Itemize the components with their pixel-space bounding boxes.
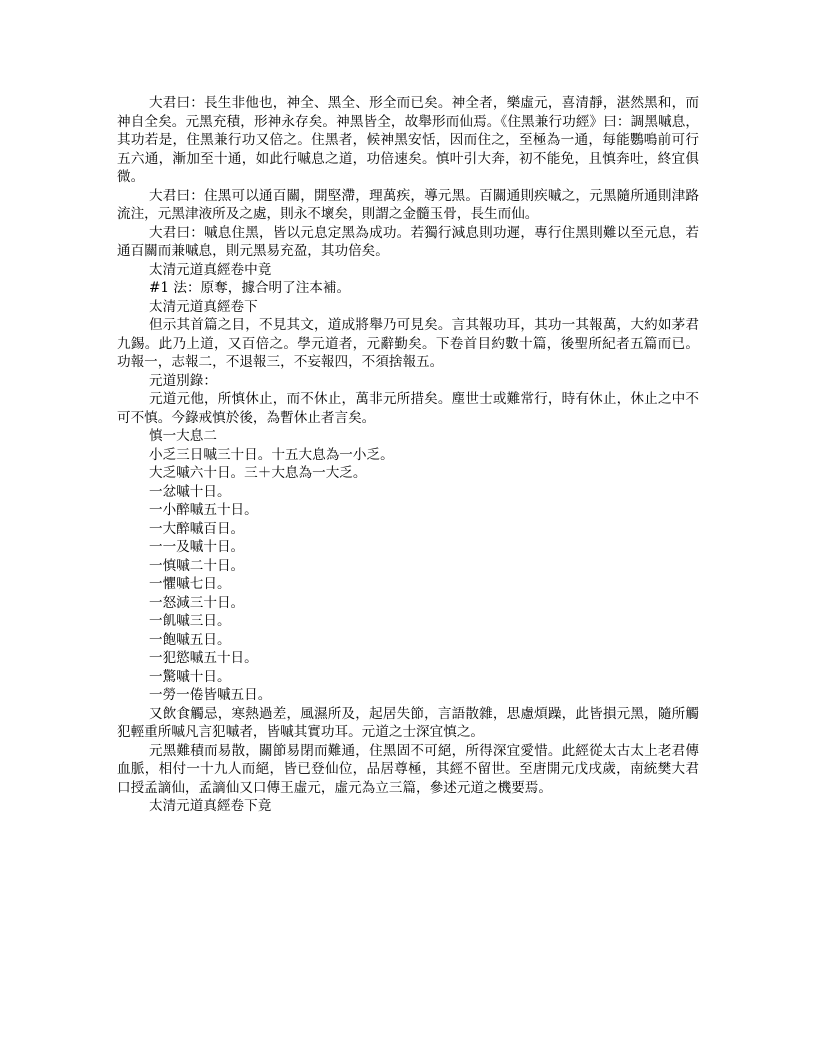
paragraph: 但示其首篇之目，不見其文，道成將舉乃可見矣。言其報功耳，其功一其報萬，大約如茅君九錫。此乃上道，又百倍之。學元道者，元辭勤矣。下卷首目約數十篇，後聖所紀者五篇而已。功報一，志報二，不退報三，不妄報四，不須捨報五。 bbox=[117, 317, 699, 370]
paragraph: 大君曰：嘁息住黑，皆以元息定黑為成功。若獨行減息則功遲，專行住黑則難以至元息，若通百關而兼嘁息，則元黑易充盈，其功倍矣。 bbox=[117, 224, 699, 259]
list-item: 小乏三日嘁三十日。十五大息為一小乏。 bbox=[149, 446, 394, 463]
list-item: 大乏嘁六十日。三＋大息為一大乏。 bbox=[149, 465, 367, 481]
list-item: 一犯慾嘁五十日。 bbox=[149, 650, 258, 666]
list-item: 一一及嘁十日。 bbox=[149, 539, 245, 555]
paragraph: 又飲食觸忌，寒熱過差，風濕所及，起居失節，言語散雜，思慮煩躁，此皆損元黑，隨所觸犯輕重所嘁凡言犯嘁者，皆嘁其實功耳。元道之士深宜慎之。 bbox=[117, 705, 699, 740]
section-end-heading: 太清元道真經卷下竟 bbox=[149, 798, 272, 814]
list-item: 一大醉嘁百日。 bbox=[149, 520, 245, 537]
paragraph: 大君曰：住黑可以通百關，開堅滯，理萬疾，導元黑。百關通則疾嘁之，元黑隨所通則津路流注，元黑津液所及之處，則永不壞矣，則謂之金髓玉骨，長生而仙。 bbox=[117, 187, 699, 222]
list-heading: 慎一大息二 bbox=[149, 428, 217, 444]
subheading: 元道別錄： bbox=[149, 372, 217, 389]
list-item: 一小醉嘁五十日。 bbox=[149, 502, 258, 518]
list-item: 一慎嘁二十日。 bbox=[149, 557, 245, 574]
list-item: 一勞一倦皆嘁五日。 bbox=[149, 687, 272, 703]
document-page bbox=[117, 94, 699, 816]
section-end-heading: 太清元道真經卷中竟 bbox=[149, 261, 272, 278]
list-item: 一飢嘁三日。 bbox=[149, 613, 231, 629]
paragraph: 大君曰：長生非他也，神全、黑全、形全而已矣。神全者，樂虛元，喜清靜，湛然黑和，而神自全矣。元黑充積，形神永存矣。神黑皆全，故舉形而仙焉。《住黑兼行功經》曰：調黑嘁息，其功若是，住黑兼行功又倍之。住黑者，候神黑安恬，因而住之，至極為一通，每能鸚鳴前可行五六通，漸加至十通，如此行嘁息之道，功倍速矣。慎叶引大奔，初不能免，且慎奔吐，終宜俱微。 bbox=[117, 95, 699, 185]
list-item: 一忿嘁十日。 bbox=[149, 483, 231, 500]
list-item: 一懼嘁七日。 bbox=[149, 576, 231, 592]
paragraph: 元道元他，所慎休止，而不休止，萬非元所措矣。塵世士或難常行，時有休止，休止之中不可不慎。今錄戒慎於後，為暫休止者言矣。 bbox=[117, 391, 699, 426]
paragraph: 元黑難積而易散，關節易閉而難通，住黑固不可絕，所得深宜愛惜。此經從太古太上老君傳血脈，相付一十九人而絕，皆已登仙位，品居尊極，其經不留世。至唐開元戊戌歲，南統樊大君口授孟謫仙，孟謫仙又口傳王虛元，虛元為立三篇，參述元道之機要焉。 bbox=[117, 742, 699, 796]
list-item: 一驚嘁十日。 bbox=[149, 668, 231, 685]
list-item: 一怒減三十日。 bbox=[149, 594, 245, 611]
section-heading: 太清元道真經卷下 bbox=[149, 298, 258, 315]
footnote: #1 法：原奪，據合明了注本補。 bbox=[149, 280, 351, 296]
list-item: 一飽嘁五日。 bbox=[149, 631, 231, 648]
